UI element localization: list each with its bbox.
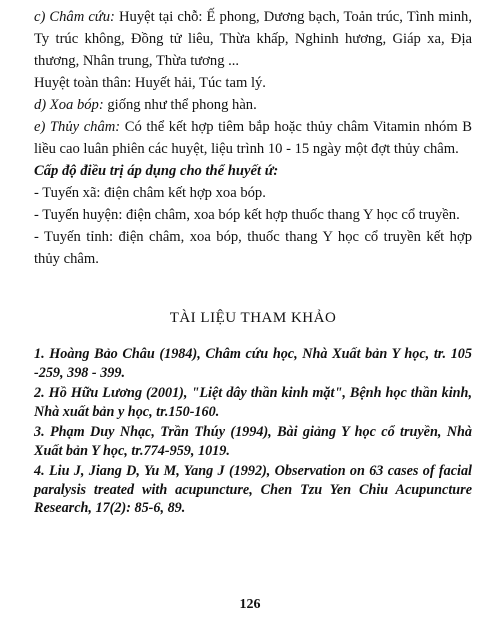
section-c-paragraph xyxy=(34,6,472,72)
level-item: - Tuyến xã: điện châm kết hợp xoa bóp. xyxy=(34,185,266,201)
level-item: - Tuyến huyện: điện châm, xoa bóp kết hợp thuốc thang Y học cổ truyền. xyxy=(34,207,460,223)
section-d-paragraph xyxy=(34,94,472,116)
page-number: 126 xyxy=(239,597,261,612)
whole-body-points: Huyệt toàn thân: Huyết hải, Túc tam lý. xyxy=(34,75,266,91)
reference-item: 3. Phạm Duy Nhạc, Trần Thúy (1994), Bài giảng Y học cổ truyền, Nhà Xuất bản Y học, tr.774-959, 1019. xyxy=(34,424,472,459)
section-e-heading: e) Thủy châm: xyxy=(34,119,121,135)
reference-item: 4. Liu J, Jiang D, Yu M, Yang J (1992), Observation on 63 cases of facial paralysis treated with acupuncture, Chen Tzu Yen Chiu Acupuncture Research, 17(2): 85-6, 89. xyxy=(34,463,472,516)
reference-item: 1. Hoàng Bảo Châu (1984), Châm cứu học, Nhà Xuất bản Y học, tr. 105 -259, 398 - 399. xyxy=(34,346,472,381)
section-c-heading: c) Châm cứu: xyxy=(34,9,115,25)
section-e-text: Có thể kết hợp tiêm bắp hoặc thủy châm Vitamin nhóm B liều cao luân phiên các huyệt, liệu trình 10 - 15 ngày một đợt thủy châm. xyxy=(34,119,472,157)
section-d-text: giống như thể phong hàn. xyxy=(103,97,257,113)
levels-heading: Cấp độ điều trị áp dụng cho thể huyết ứ: xyxy=(34,163,279,179)
section-c-text: Huyệt tại chỗ: Ế phong, Dương bạch, Toản trúc, Tình minh, Ty trúc không, Đồng tử liêu, Thừa khấp, Nghinh hương, Giáp xa, Địa thương, Nhân trung, Thừa tương ... xyxy=(34,9,472,69)
reference-item: 2. Hồ Hữu Lương (2001), "Liệt dây thần kinh mặt", Bệnh học thần kinh, Nhà xuất bản y học, tr.150-160. xyxy=(34,385,472,420)
level-item: - Tuyến tỉnh: điện châm, xoa bóp, thuốc thang Y học cổ truyền kết hợp thủy châm. xyxy=(34,229,472,267)
references-list xyxy=(34,345,472,518)
references-title: TÀI LIỆU THAM KHẢO xyxy=(169,310,337,326)
section-d-heading: d) Xoa bóp: xyxy=(34,97,104,113)
section-e-paragraph xyxy=(34,116,472,160)
body-text xyxy=(34,6,472,270)
